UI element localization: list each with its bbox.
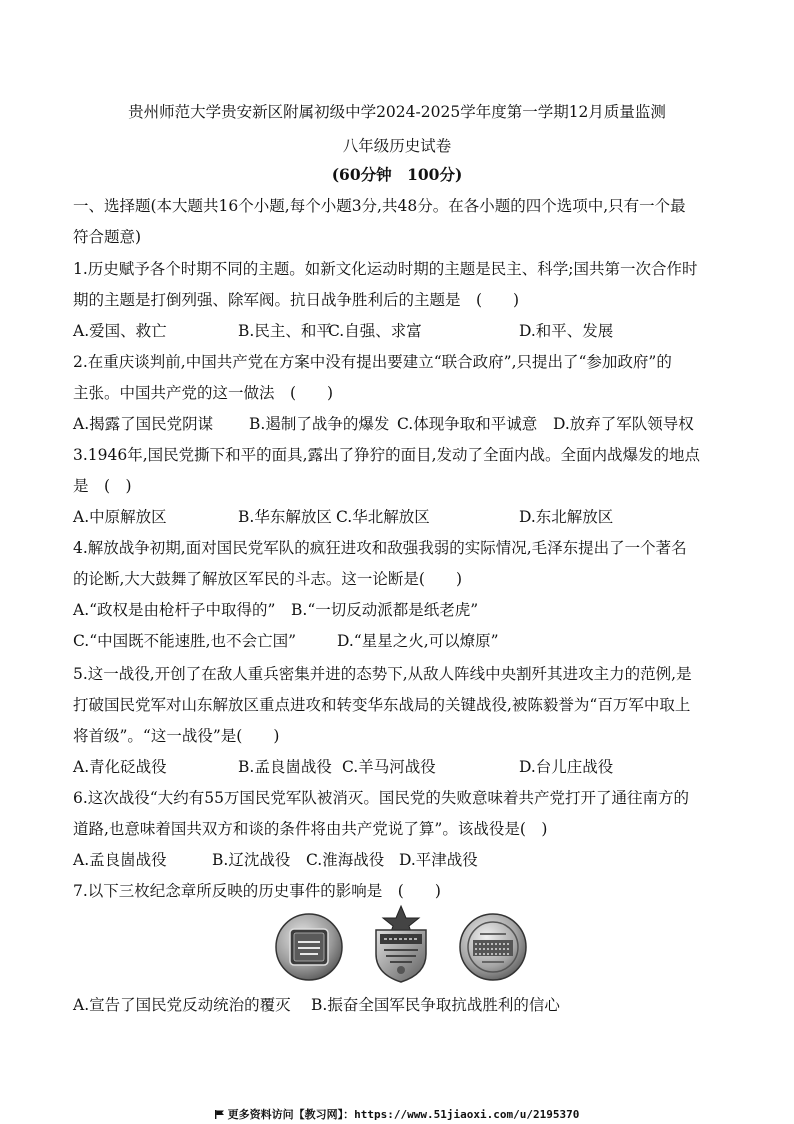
q6-option-c: C.淮海战役: [306, 851, 385, 869]
time-score: (60分钟 100分): [331, 165, 463, 184]
flag-icon: [215, 1110, 224, 1119]
q1-stem-line2: 期的主题是打倒列强、除军阀。抗日战争胜利后的主题是 ( ): [73, 291, 520, 309]
q6-options: [73, 850, 753, 870]
q5-option-d: D.台儿庄战役: [519, 758, 614, 776]
section-heading-line1: 一、选择题(本大题共16个小题,每个小题3分,共48分。在各小题的四个选项中,只有一个最: [73, 197, 686, 215]
q4-option-d: D.“星星之火,可以燎原”: [337, 632, 499, 650]
section-heading-line2: 符合题意): [73, 228, 142, 246]
q5-stem-line3: 将首级”。“这一战役”是( ): [73, 727, 280, 745]
q7-option-a: A.宣告了国民党反动统治的覆灭: [73, 996, 291, 1014]
q5-stem-line2: 打破国民党军对山东解放区重点进攻和转变华东战局的关键战役,被陈毅誉为“百万军中取上: [73, 696, 691, 714]
q5-option-c: C.羊马河战役: [342, 758, 436, 776]
q4-option-a: A.“政权是由枪杆子中取得的”: [73, 601, 276, 619]
footer-promo[interactable]: [0, 1106, 794, 1122]
q2-stem-line1: 2.在重庆谈判前,中国共产党在方案中没有提出要建立“联合政府”,只提出了“参加政府”的: [73, 353, 672, 371]
q6-stem-line1: 6.这次战役“大约有55万国民党军队被消灭。国民党的失败意味着共产党打开了通往南方的: [73, 789, 689, 807]
q2-option-d: D.放弃了军队领导权: [553, 415, 694, 433]
q4-option-c: C.“中国既不能速胜,也不会亡国”: [73, 632, 297, 650]
q4-option-b: B.“一切反动派都是纸老虎”: [291, 601, 479, 619]
q2-option-c: C.体现争取和平诚意: [397, 415, 538, 433]
q1-option-d: D.和平、发展: [519, 322, 614, 340]
medal-1-image: [274, 912, 344, 982]
q1-stem-line1: 1.历史赋予各个时期不同的主题。如新文化运动时期的主题是民主、科学;国共第一次合作时: [73, 260, 698, 278]
q7-stem-line1: 7.以下三枚纪念章所反映的历史事件的影响是 ( ): [73, 882, 441, 900]
q7-options-row1: [73, 995, 753, 1015]
footer-link-text[interactable]: 更多资料访问【教习网】：https://www.51jiaoxi.com/u/2195370: [227, 1108, 580, 1121]
q3-option-c: C.华北解放区: [336, 508, 430, 526]
q4-stem-line2: 的论断,大大鼓舞了解放区军民的斗志。这一论断是( ): [73, 570, 463, 588]
q1-option-c: C.自强、求富: [328, 322, 422, 340]
q6-option-a: A.孟良崮战役: [73, 851, 167, 869]
q4-stem-line1: 4.解放战争初期,面对国民党军队的疯狂进攻和敌强我弱的实际情况,毛泽东提出了一个著名: [73, 539, 687, 557]
q5-option-a: A.青化砭战役: [73, 758, 167, 776]
q1-options: [73, 321, 753, 341]
q3-options: [73, 507, 753, 527]
q2-stem-line2: 主张。中国共产党的这一做法 ( ): [73, 384, 334, 402]
q4-options-row1: [73, 600, 753, 620]
q7-option-b: B.振奋全国军民争取抗战胜利的信心: [311, 996, 560, 1014]
q5-options: [73, 757, 753, 777]
q6-option-d: D.平津战役: [399, 851, 478, 869]
q4-options-row2: [73, 631, 753, 651]
q5-option-b: B.孟良崮战役: [238, 758, 332, 776]
q1-option-b: B.民主、和平: [238, 322, 332, 340]
q1-option-a: A.爱国、救亡: [73, 322, 167, 340]
medal-3-image: [458, 912, 528, 982]
q3-stem-line2: 是 ( ): [73, 477, 132, 495]
q5-stem-line1: 5.这一战役,开创了在敌人重兵密集并进的态势下,从敌人阵线中央割歼其进攻主力的范例,是: [73, 665, 692, 683]
q6-stem-line2: 道路,也意味着国共双方和谈的条件将由共产党说了算”。该战役是( ): [73, 820, 548, 838]
q3-option-a: A.中原解放区: [73, 508, 167, 526]
exam-title: 贵州师范大学贵安新区附属初级中学2024-2025学年度第一学期12月质量监测: [128, 103, 666, 121]
q2-option-b: B.遏制了战争的爆发: [249, 415, 390, 433]
medal-2-image: [366, 904, 436, 984]
q6-option-b: B.辽沈战役: [212, 851, 291, 869]
q3-stem-line1: 3.1946年,国民党撕下和平的面具,露出了狰狞的面目,发动了全面内战。全面内战爆发的地点: [73, 446, 701, 464]
q2-options: [73, 414, 753, 434]
q3-option-b: B.华东解放区: [238, 508, 332, 526]
commemorative-medals-figure: [270, 912, 530, 984]
q2-option-a: A.揭露了国民党阴谋: [73, 415, 214, 433]
exam-subtitle: 八年级历史试卷: [342, 137, 452, 155]
q3-option-d: D.东北解放区: [519, 508, 614, 526]
